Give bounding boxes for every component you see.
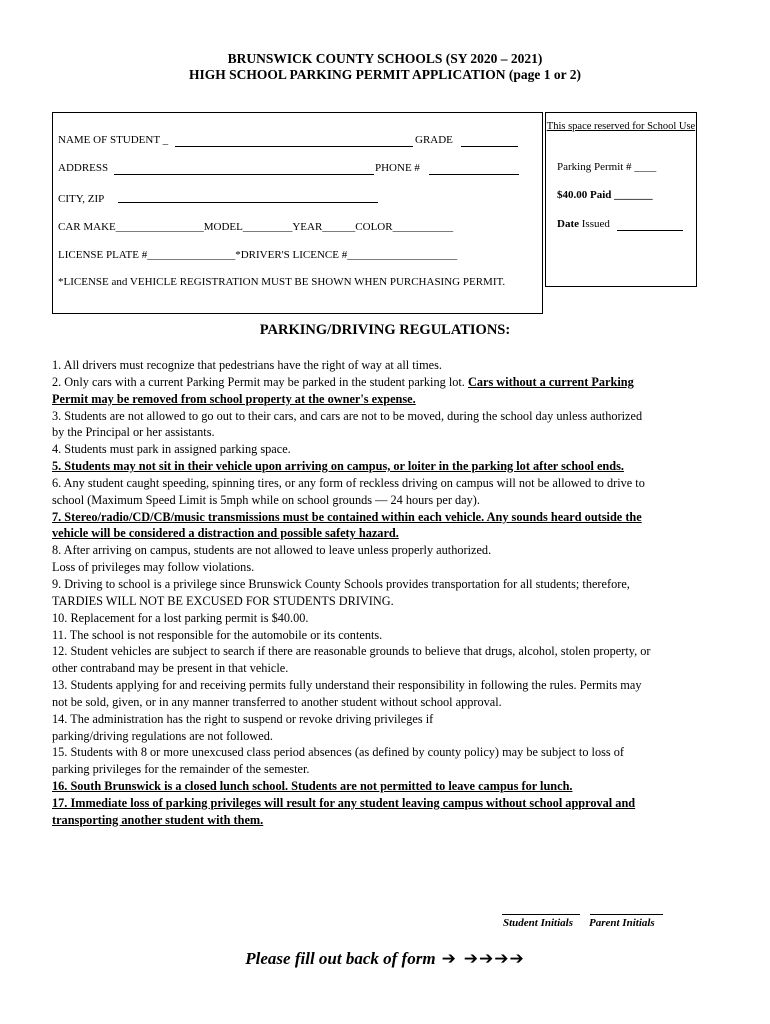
date-issued-field <box>617 230 683 231</box>
paid-field: $40.00 Paid _______ <box>557 189 653 201</box>
date-issued-label <box>557 218 610 230</box>
student-initials-field[interactable] <box>502 914 580 915</box>
school-use-box <box>545 112 697 287</box>
document-title: BRUNSWICK COUNTY SCHOOLS (SY 2020 – 2021) <box>227 51 543 66</box>
registration-note: *LICENSE and VEHICLE REGISTRATION MUST BE SHOWN WHEN PURCHASING PERMIT. <box>58 276 506 288</box>
rule-15: 15. Students with 8 or more unexcused class period absences (as defined by county policy) may be subject to loss of parking privileges for the remainder of the semester. <box>52 745 625 777</box>
document-subtitle: HIGH SCHOOL PARKING PERMIT APPLICATION (page 1 or 2) <box>188 67 582 82</box>
rule-8: 8. After arriving on campus, students are not allowed to leave unless properly authorized. <box>52 543 492 558</box>
rule-2-text: 2. Only cars with a current Parking Permit may be parked in the student parking lot. <box>52 374 468 389</box>
rule-3: 3. Students are not allowed to go out to their cars, and cars are not to be moved, during the school day unless authorized by the Principal or her assistants. <box>52 408 643 440</box>
footer-text: Please fill out back of form <box>245 949 436 968</box>
name-field[interactable] <box>175 146 413 147</box>
rule-2-emphasis: Cars without a current Parking Permit may be removed from school property at the owner's expense. <box>52 374 634 406</box>
rule-7: 7. Stereo/radio/CD/CB/music transmissions must be contained within each vehicle. Any sounds heard outside the vehicle will be considered a distraction and possible safety hazard. <box>52 509 642 541</box>
rule-11: 11. The school is not responsible for the automobile or its contents. <box>52 627 383 642</box>
date-bold: Date <box>557 218 579 230</box>
phone-field[interactable] <box>429 174 519 175</box>
cityzip-field[interactable] <box>118 202 378 203</box>
rule-8-cont: Loss of privileges may follow violations. <box>52 560 255 575</box>
rule-13: 13. Students applying for and receiving permits fully understand their responsibility in following the rules. Permits may not be sold, given, or in any manner transferred to another student without school approval. <box>52 678 642 709</box>
regulations-title: PARKING/DRIVING REGULATIONS: <box>259 322 511 338</box>
regulations-list <box>52 357 652 829</box>
rule-1: 1. All drivers must recognize that pedestrians have the right of way at all times. <box>52 358 442 372</box>
address-label: ADDRESS <box>58 162 109 174</box>
cityzip-label: CITY, ZIP <box>58 193 105 205</box>
footer-instruction <box>0 949 770 969</box>
grade-label: GRADE <box>415 134 453 146</box>
parent-initials-field[interactable] <box>590 914 663 915</box>
grade-field[interactable] <box>461 146 518 147</box>
parent-initials-label: Parent Initials <box>589 917 655 929</box>
rule-16: 16. South Brunswick is a closed lunch school. Students are not permitted to leave campus for lunch. <box>52 779 573 794</box>
student-info-box <box>52 112 543 314</box>
date-rest: Issued <box>579 218 610 230</box>
rule-14-cont: parking/driving regulations are not followed. <box>52 728 273 743</box>
student-initials-label: Student Initials <box>503 917 574 929</box>
rule-9: 9. Driving to school is a privilege since Brunswick County Schools provides transportation for all students; therefore, TARDIES WILL NOT BE EXCUSED FOR STUDENTS DRIVING. <box>52 576 630 608</box>
arrow-right-icon: ➔ ➔➔➔➔ <box>441 949 525 969</box>
rule-14: 14. The administration has the right to suspend or revoke driving privileges if <box>52 711 434 726</box>
address-field[interactable] <box>114 174 374 175</box>
rule-12: 12. Student vehicles are subject to search if there are reasonable grounds to believe that drugs, alcohol, stolen property, or other contraband may be present in that vehicle. <box>52 644 651 676</box>
school-use-title: This space reserved for School Use <box>546 121 696 132</box>
rule-10: 10. Replacement for a lost parking permit is $40.00. <box>52 610 309 625</box>
name-label: NAME OF STUDENT _ <box>58 134 169 146</box>
rule-5: 5. Students may not sit in their vehicle upon arriving on campus, or loiter in the parking lot after school ends. <box>52 459 624 474</box>
rule-17: 17. Immediate loss of parking privileges will result for any student leaving campus without school approval and transporting another student with them. <box>52 795 636 827</box>
license-fields[interactable]: LICENSE PLATE #________________*DRIVER'S LICENCE #____________________ <box>58 249 458 261</box>
rule-6: 6. Any student caught speeding, spinning tires, or any form of reckless driving on campus will not be allowed to drive to school (Maximum Speed Limit is 5mph while on school grounds — 24 hours per day). <box>52 475 645 507</box>
permit-number: Parking Permit # ____ <box>557 161 657 173</box>
rule-2 <box>52 374 652 408</box>
car-fields[interactable]: CAR MAKE________________MODEL_________YEAR______COLOR___________ <box>58 221 454 233</box>
phone-label: PHONE # <box>375 162 420 174</box>
rule-4: 4. Students must park in assigned parking space. <box>52 442 291 457</box>
